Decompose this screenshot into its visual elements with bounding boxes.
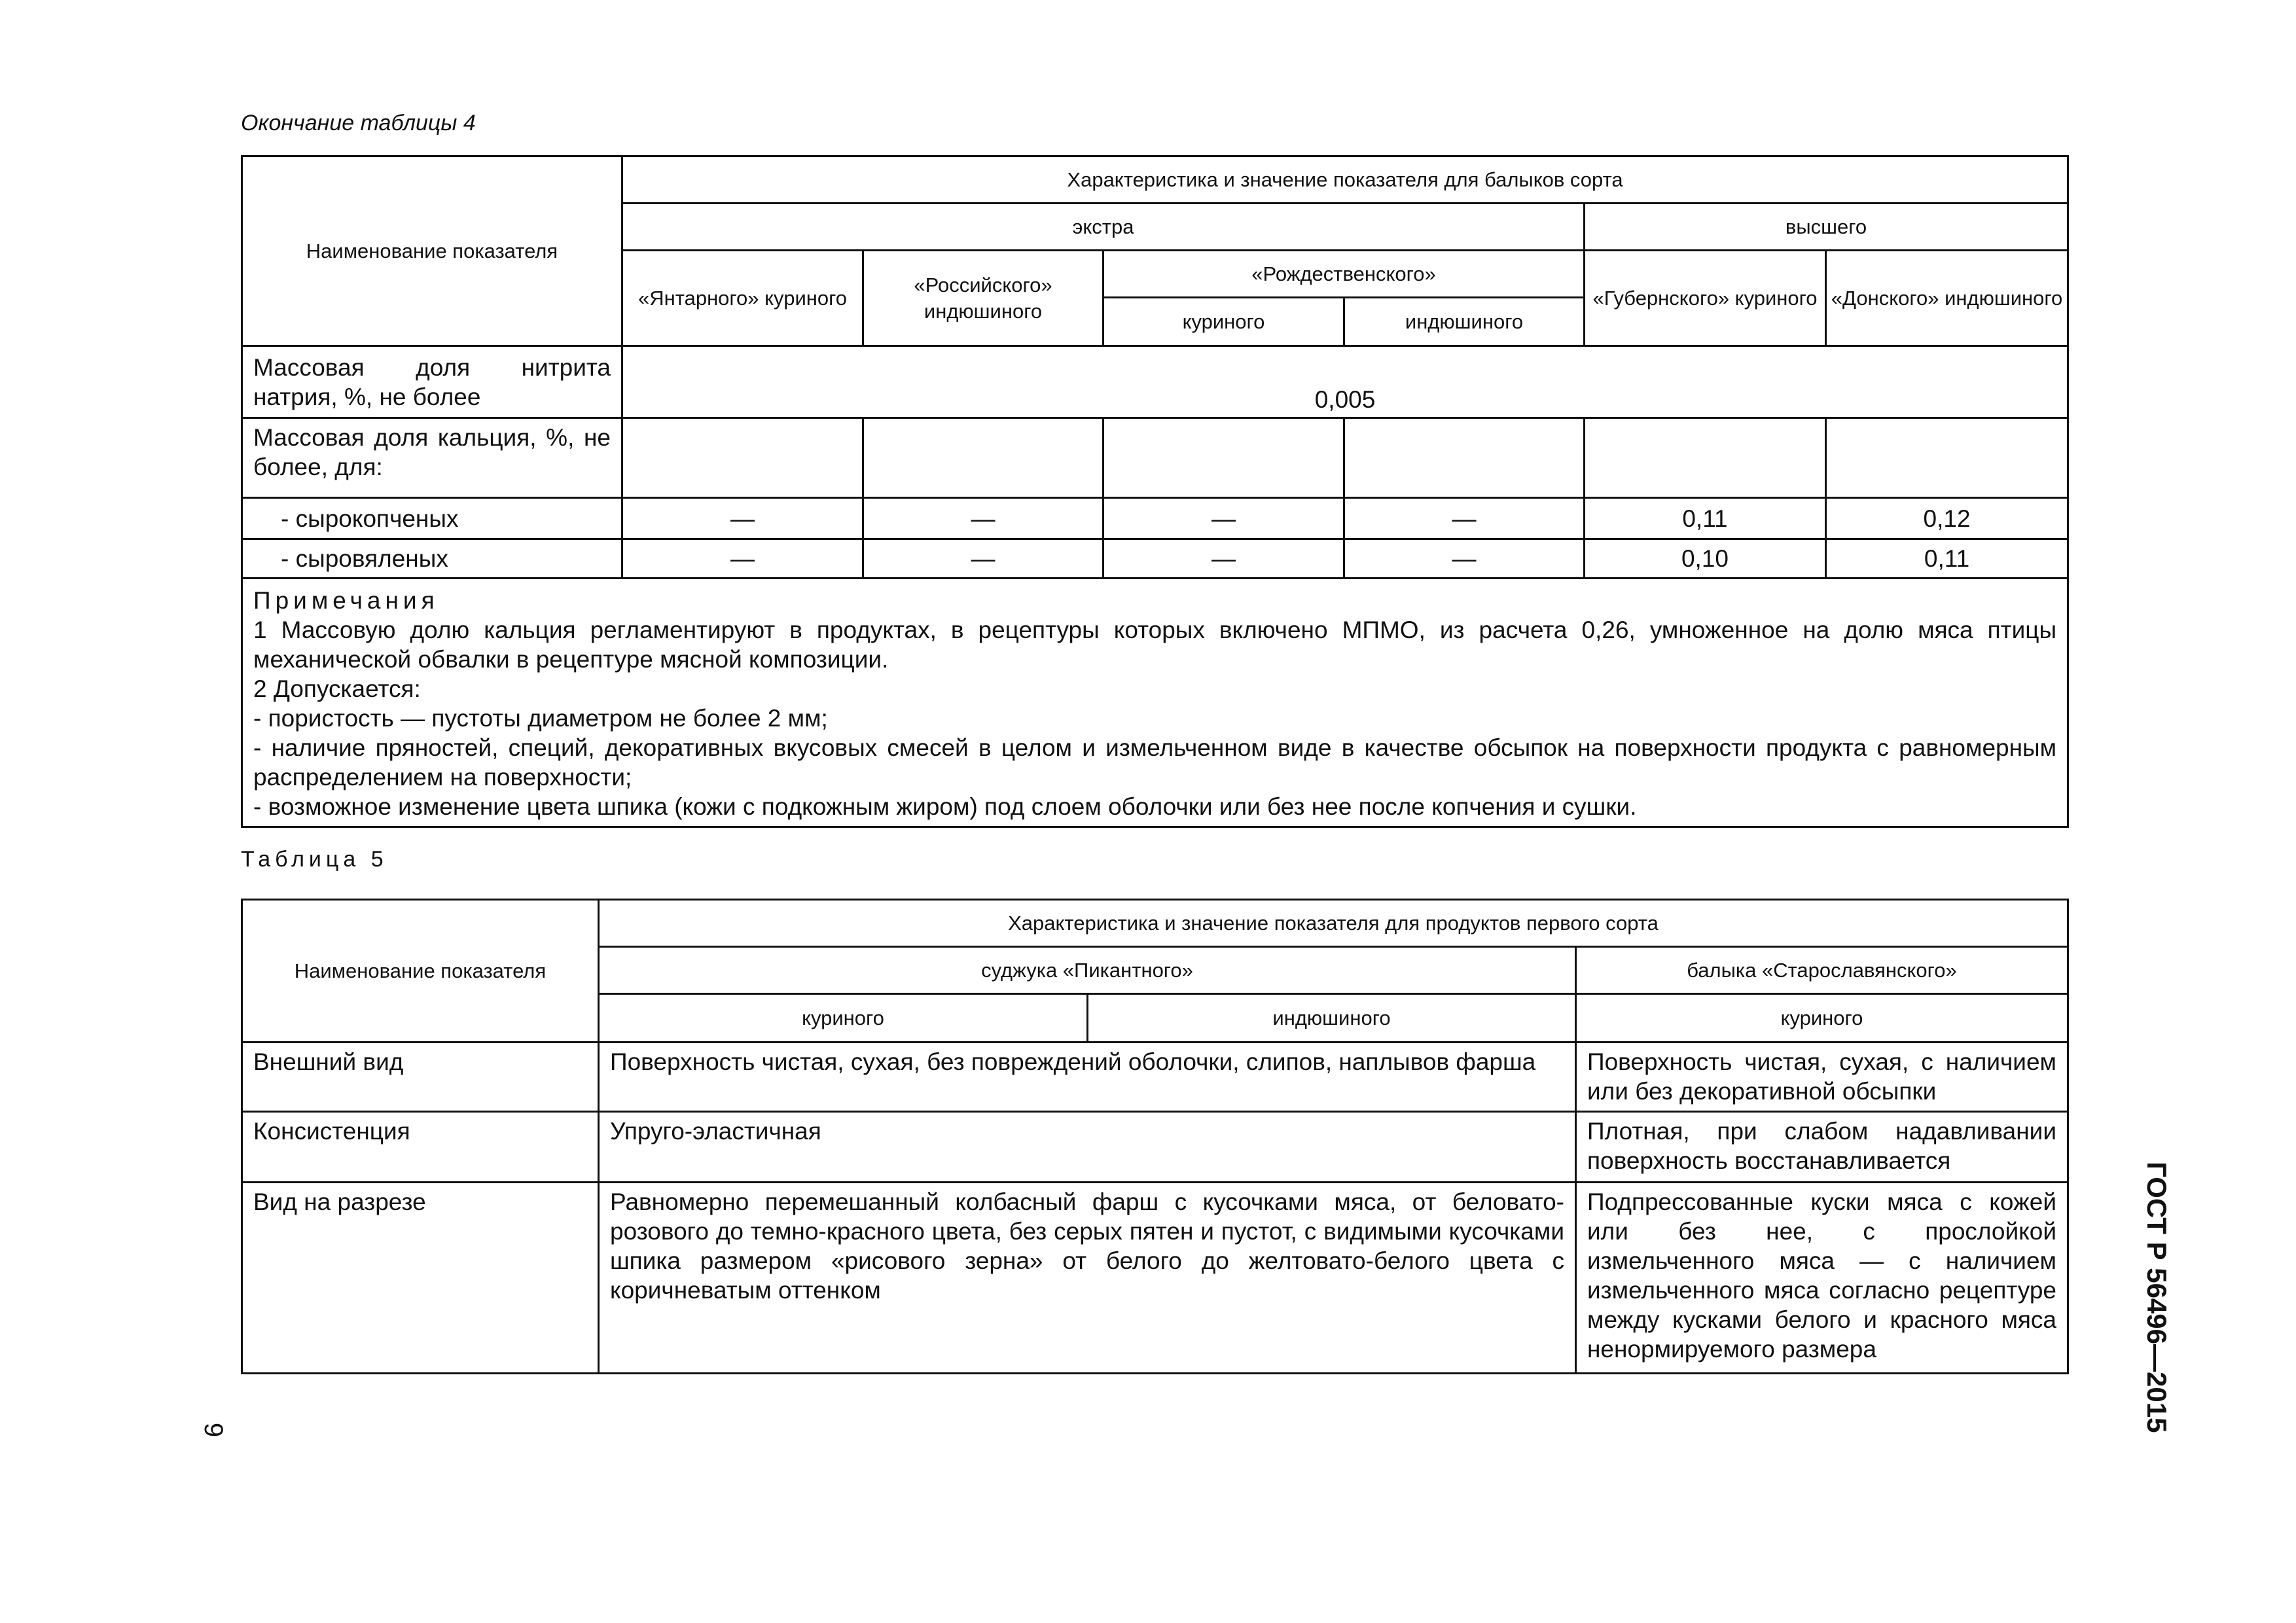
t4-header-gubernsky: «Губернского» куриного bbox=[1585, 251, 1826, 346]
t4-row-cured-label: - сыровяленых bbox=[242, 539, 622, 579]
t4-calcium-empty-3 bbox=[1103, 418, 1344, 498]
t5-row-consistency-sudzhuk: Упруго-эластичная bbox=[599, 1112, 1576, 1183]
t4-cured-rozh-chicken: — bbox=[1103, 539, 1344, 579]
t4-row-nitrite-value: 0,005 bbox=[622, 346, 2068, 418]
t4-smoked-gubernsky: 0,11 bbox=[1585, 498, 1826, 539]
t4-row-calcium-label: Массовая доля кальция, %, не более, для: bbox=[242, 418, 622, 498]
t5-row-consistency-balyk: Плотная, при слабом надавливании поверхность восстанавливается bbox=[1576, 1112, 2068, 1183]
t5-row-appearance-label: Внешний вид bbox=[242, 1043, 599, 1112]
t4-header-main: Характеристика и значение показателя для балыков сорта bbox=[622, 156, 2068, 204]
t5-row-appearance-balyk: Поверхность чистая, сухая, с наличием или без декоративной обсыпки bbox=[1576, 1043, 2068, 1112]
t4-calcium-empty-6 bbox=[1826, 418, 2068, 498]
t4-header-extra: экстра bbox=[622, 204, 1585, 251]
t4-header-rozh-chicken: куриного bbox=[1103, 298, 1344, 346]
t4-cured-yantarny: — bbox=[622, 539, 863, 579]
t4-cured-rossiysky: — bbox=[863, 539, 1103, 579]
table4-caption: Окончание таблицы 4 bbox=[241, 111, 476, 135]
t4-header-rozh-turkey: индюшиного bbox=[1344, 298, 1585, 346]
t4-header-yantarny: «Янтарного» куриного bbox=[622, 251, 863, 346]
t4-header-donskoy: «Донского» индюшиного bbox=[1826, 251, 2068, 346]
t4-smoked-rozh-turkey: — bbox=[1344, 498, 1585, 539]
t4-row-smoked-label: - сырокопченых bbox=[242, 498, 622, 539]
table5-caption: Таблица 5 bbox=[241, 847, 388, 872]
t4-note-2: 2 Допускается: bbox=[253, 675, 421, 702]
t5-header-sudzhuk-chicken: куриного bbox=[599, 994, 1088, 1043]
t5-row-section-balyk: Подпрессованные куски мяса с кожей или без нее, с прослойкой измельченного мяса — с наличием измельченного мяса согласно рецептуре между кусками белого и красного мяса ненормируемого размера bbox=[1576, 1183, 2068, 1374]
t4-note-1: 1 Массовую долю кальция регламентируют в продуктах, в рецептуры которых включено МПМО, из расчета 0,26, умноженное на долю мяса птицы механической обвалки в рецептуре мясной композиции. bbox=[253, 616, 2057, 673]
t4-header-rozhdestvensky: «Рождественского» bbox=[1103, 251, 1585, 298]
t5-header-sudzhuk: суджука «Пикантного» bbox=[599, 947, 1576, 994]
t5-header-sudzhuk-turkey: индюшиного bbox=[1088, 994, 1576, 1043]
t4-smoked-donskoy: 0,12 bbox=[1826, 498, 2068, 539]
t5-row-appearance-sudzhuk: Поверхность чистая, сухая, без повреждений оболочки, слипов, наплывов фарша bbox=[599, 1043, 1576, 1112]
table-4 bbox=[241, 155, 2069, 828]
t4-note-2a: - пористость — пустоты диаметром не более 2 мм; bbox=[253, 705, 828, 732]
t5-header-name-col: Наименование показателя bbox=[242, 900, 599, 1043]
t5-header-balyk-chicken: куриного bbox=[1576, 994, 2068, 1043]
t5-row-section-sudzhuk: Равномерно перемешанный колбасный фарш с кусочками мяса, от беловато-розового до темно-красного цвета, без серых пятен и пустот, с видимыми кусочками шпика размером «рисового зерна» от белого до желтовато-белого цвета с коричневатым оттенком bbox=[599, 1183, 1576, 1374]
t4-calcium-empty-1 bbox=[622, 418, 863, 498]
t4-header-name-col: Наименование показателя bbox=[242, 156, 622, 346]
t4-header-higher: высшего bbox=[1585, 204, 2068, 251]
t5-header-main: Характеристика и значение показателя для продуктов первого сорта bbox=[599, 900, 2068, 947]
t4-cured-rozh-turkey: — bbox=[1344, 539, 1585, 579]
t4-notes-title: Примечания bbox=[253, 587, 439, 614]
t4-cured-donskoy: 0,11 bbox=[1826, 539, 2068, 579]
t4-note-2c: - возможное изменение цвета шпика (кожи с подкожным жиром) под слоем оболочки или без нее после копчения и сушки. bbox=[253, 793, 1637, 820]
t4-notes bbox=[242, 579, 2068, 827]
t5-row-consistency-label: Консистенция bbox=[242, 1112, 599, 1183]
document-code: ГОСТ Р 56496—2015 bbox=[2142, 1162, 2172, 1433]
t5-header-balyk: балыка «Старославянского» bbox=[1576, 947, 2068, 994]
t4-header-rossiysky: «Российского» индюшиного bbox=[863, 251, 1103, 346]
t4-note-2b: - наличие пряностей, специй, декоративных вкусовых смесей в целом и измельченном виде в качестве обсыпок на поверхности продукта с равномерным распределением на поверхности; bbox=[253, 734, 2057, 791]
t4-smoked-rossiysky: — bbox=[863, 498, 1103, 539]
page-number: 9 bbox=[199, 1422, 228, 1438]
t4-smoked-rozh-chicken: — bbox=[1103, 498, 1344, 539]
t4-calcium-empty-4 bbox=[1344, 418, 1585, 498]
table-5 bbox=[241, 899, 2069, 1374]
t5-row-section-label: Вид на разрезе bbox=[242, 1183, 599, 1374]
t4-row-nitrite-label: Массовая доля нитрита натрия, %, не более bbox=[242, 346, 622, 418]
t4-calcium-empty-2 bbox=[863, 418, 1103, 498]
t4-calcium-empty-5 bbox=[1585, 418, 1826, 498]
t4-smoked-yantarny: — bbox=[622, 498, 863, 539]
t4-cured-gubernsky: 0,10 bbox=[1585, 539, 1826, 579]
